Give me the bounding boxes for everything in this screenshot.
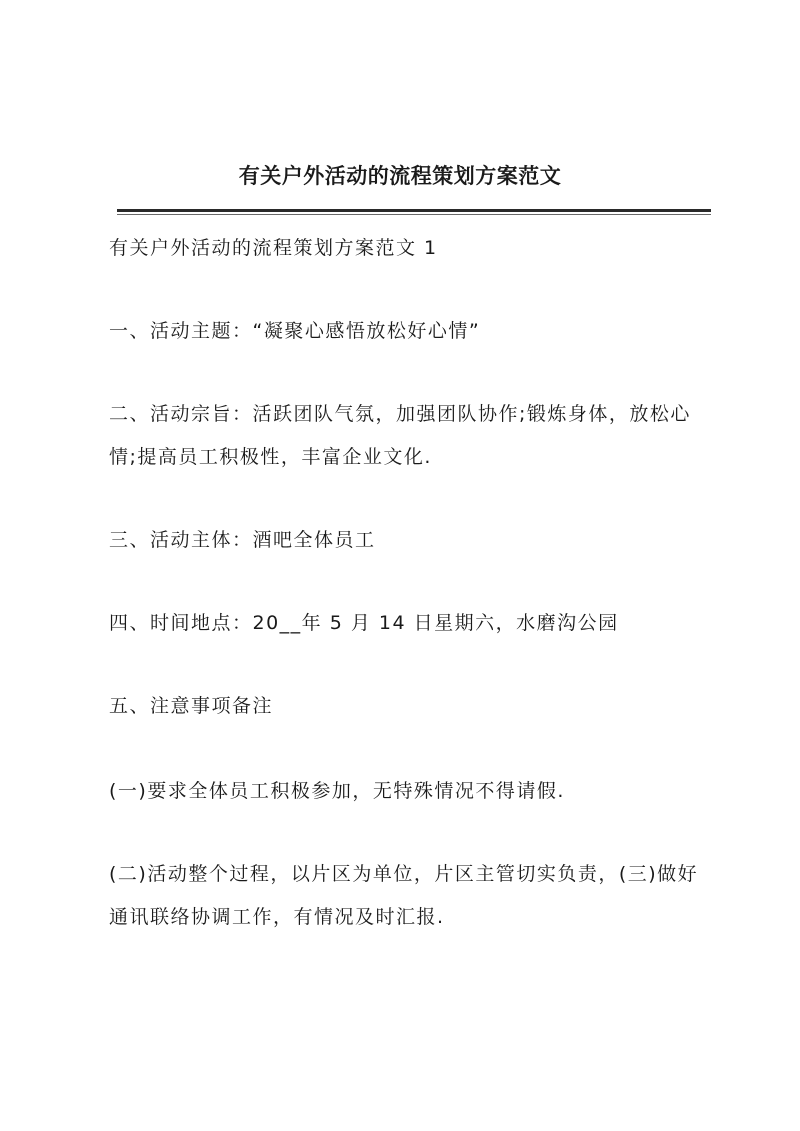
paragraph-theme: 一、活动主题：“凝聚心感悟放松好心情” [109,320,481,342]
title-underline-thick [117,209,711,212]
section-heading: 有关户外活动的流程策划方案范文 1 [109,237,438,259]
paragraph-time-location: 四、时间地点：20__年 5 月 14 日星期六，水磨沟公园 [109,612,619,634]
paragraph-notes-heading: 五、注意事项备注 [109,695,274,717]
paragraph-note-1: (一)要求全体员工积极参加，无特殊情况不得请假. [109,780,565,802]
paragraph-note-2: (二)活动整个过程，以片区为单位，片区主管切实负责，(三)做好通讯联络协调工作，有情况及时汇报. [109,863,699,928]
title-underline-thin [117,214,711,215]
document-title: 有关户外活动的流程策划方案范文 [238,163,562,188]
paragraph-purpose: 二、活动宗旨：活跃团队气氛，加强团队协作;锻炼身体，放松心情;提高员工积极性，丰富企业文化. [109,403,691,468]
paragraph-participants: 三、活动主体：酒吧全体员工 [109,529,376,551]
